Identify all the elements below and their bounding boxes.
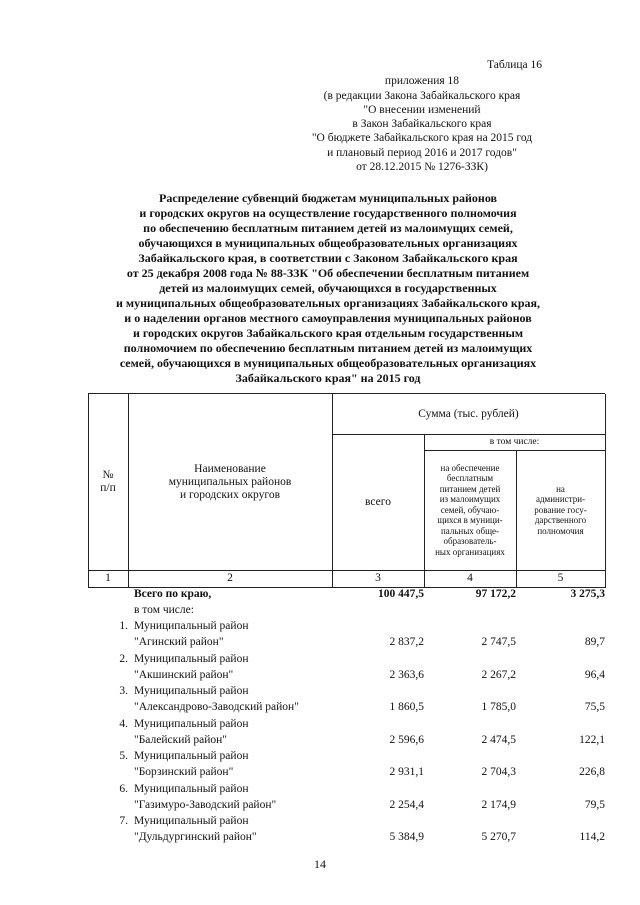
appendix-header [272, 58, 572, 174]
row-admin: 122,1 [579, 733, 605, 746]
row-number: 3. [119, 685, 128, 697]
row-food: 2 747,5 [481, 636, 516, 648]
total-admin: 3 275,3 [570, 588, 605, 600]
including-label: в том числе: [134, 604, 194, 616]
table-row [88, 750, 605, 783]
row-food: 2 704,3 [481, 766, 516, 778]
title-line: и о наделении органов местного самоуправления муниципальных районов [124, 311, 532, 325]
col-header-including: в том числе: [489, 436, 540, 447]
row-total: 2 931,1 [389, 766, 424, 778]
row-food: 2 474,5 [481, 733, 516, 746]
title-line: и муниципальных общеобразовательных организациях Забайкальского края, [115, 296, 541, 310]
row-number: 1. [119, 620, 128, 632]
table-row-subheading [88, 604, 605, 620]
row-number: 2. [119, 652, 128, 665]
header-line: приложения 18 [384, 75, 460, 88]
table-row [88, 718, 605, 751]
row-admin: 226,8 [579, 766, 605, 778]
row-number: 4. [119, 717, 128, 730]
row-name-line1: Муниципальный район [134, 717, 249, 730]
row-name-line1: Муниципальный район [134, 815, 249, 827]
row-name-line2: "Дульдургинский район" [134, 831, 257, 843]
row-food: 2 267,2 [481, 668, 516, 681]
table-row-total [88, 588, 605, 604]
col-number: 1 [105, 572, 111, 584]
row-admin: 89,7 [584, 636, 605, 648]
row-admin: 96,4 [584, 668, 605, 681]
row-admin: 114,2 [579, 831, 605, 843]
col-header-num: № п/п [100, 469, 116, 494]
row-name-line2: "Александрово-Заводский район" [134, 701, 299, 713]
table-row [88, 653, 605, 686]
col-header-total: всего [365, 495, 391, 508]
total-all: 100 447,5 [378, 588, 424, 600]
title-line: от 25 декабря 2008 года № 88-ЗЗК "Об обеспечении бесплатным питанием [126, 266, 530, 280]
row-name-line1: Муниципальный район [134, 652, 249, 665]
table-row [88, 685, 605, 718]
row-name-line2: "Газимуро-Заводский район" [134, 798, 277, 811]
header-line: и плановый период 2016 и 2017 годов" [327, 146, 517, 159]
header-line: "О внесении изменений [363, 103, 481, 116]
title-line: семей, обучающихся в муниципальных общеобразовательных организациях [119, 356, 537, 370]
title-line: Забайкальского края" на 2015 год [235, 371, 421, 385]
col-number: 2 [227, 572, 233, 584]
total-label: Всего по краю, [134, 588, 212, 600]
title-line: по обеспечению бесплатным питанием детей из малоимущих семей, [143, 221, 513, 235]
col-header-food: на обеспечение бесплатным питанием детей из малоимущих семей, обучаю- щихся в муници- пальных обще- образователь- ных организациях [435, 462, 505, 557]
table-body [88, 620, 605, 848]
row-number: 5. [119, 750, 128, 762]
row-name-line2: "Агинский район" [134, 636, 224, 648]
title-line: детей из малоимущих семей, обучающихся в государственных [159, 281, 497, 295]
table-row [88, 783, 605, 816]
col-header-name: Наименование муниципальных районов и городских округов [168, 462, 292, 501]
table-number: Таблица 16 [487, 59, 542, 71]
col-header-sum: Сумма (тыс. рублей) [418, 407, 519, 420]
title-line: обучающихся в муниципальных общеобразовательных организациях [138, 236, 518, 250]
row-name-line2: "Балейский район" [134, 733, 227, 746]
title-line: и городских округов на осуществление государственного полномочия [139, 206, 517, 220]
col-number: 4 [467, 572, 473, 584]
row-food: 2 174,9 [481, 798, 516, 811]
row-admin: 79,5 [584, 798, 605, 811]
row-total: 2 254,4 [389, 798, 424, 811]
col-header-admin: на администри- рование госу- дарственного полномочия [534, 483, 587, 536]
row-name-line1: Муниципальный район [134, 685, 249, 697]
title-line: Распределение субвенций бюджетам муниципальных районов [158, 191, 498, 205]
col-number: 3 [375, 572, 381, 584]
title-line: Забайкальского края, в соответствии с Законом Забайкальского края [138, 251, 518, 265]
header-line: в Закон Забайкальского края [352, 118, 492, 131]
header-line: от 28.12.2015 № 1276-ЗЗК) [356, 161, 488, 174]
row-food: 5 270,7 [481, 831, 516, 843]
row-total: 2 837,2 [389, 636, 424, 648]
row-admin: 75,5 [584, 701, 605, 713]
table-row [88, 815, 605, 848]
row-total: 5 384,9 [389, 831, 424, 843]
row-name-line1: Муниципальный район [134, 750, 249, 762]
row-number: 6. [119, 782, 128, 795]
row-food: 1 785,0 [481, 701, 516, 713]
row-name-line1: Муниципальный район [134, 620, 249, 632]
title-line: и городских округов Забайкальского края отдельным государственным [132, 326, 524, 340]
row-total: 2 363,6 [389, 668, 424, 681]
row-name-line2: "Борзинский район" [134, 766, 234, 778]
row-name-line2: "Акшинский район" [134, 668, 234, 681]
document-title [88, 191, 568, 386]
header-line: "О бюджете Забайкальского края на 2015 год [311, 132, 533, 145]
table-row [88, 620, 605, 653]
row-total: 1 860,5 [389, 701, 424, 713]
table-header [88, 393, 605, 588]
row-name-line1: Муниципальный район [134, 782, 249, 795]
total-food: 97 172,2 [475, 588, 516, 600]
header-line: (в редакции Закона Забайкальского края [323, 89, 521, 102]
page-number: 14 [314, 857, 326, 871]
row-number: 7. [119, 815, 128, 827]
subsidy-table [88, 393, 605, 848]
title-line: полномочием по обеспечению бесплатным питанием детей из малоимущих [123, 341, 533, 355]
row-total: 2 596,6 [389, 733, 424, 746]
col-number: 5 [557, 572, 564, 584]
